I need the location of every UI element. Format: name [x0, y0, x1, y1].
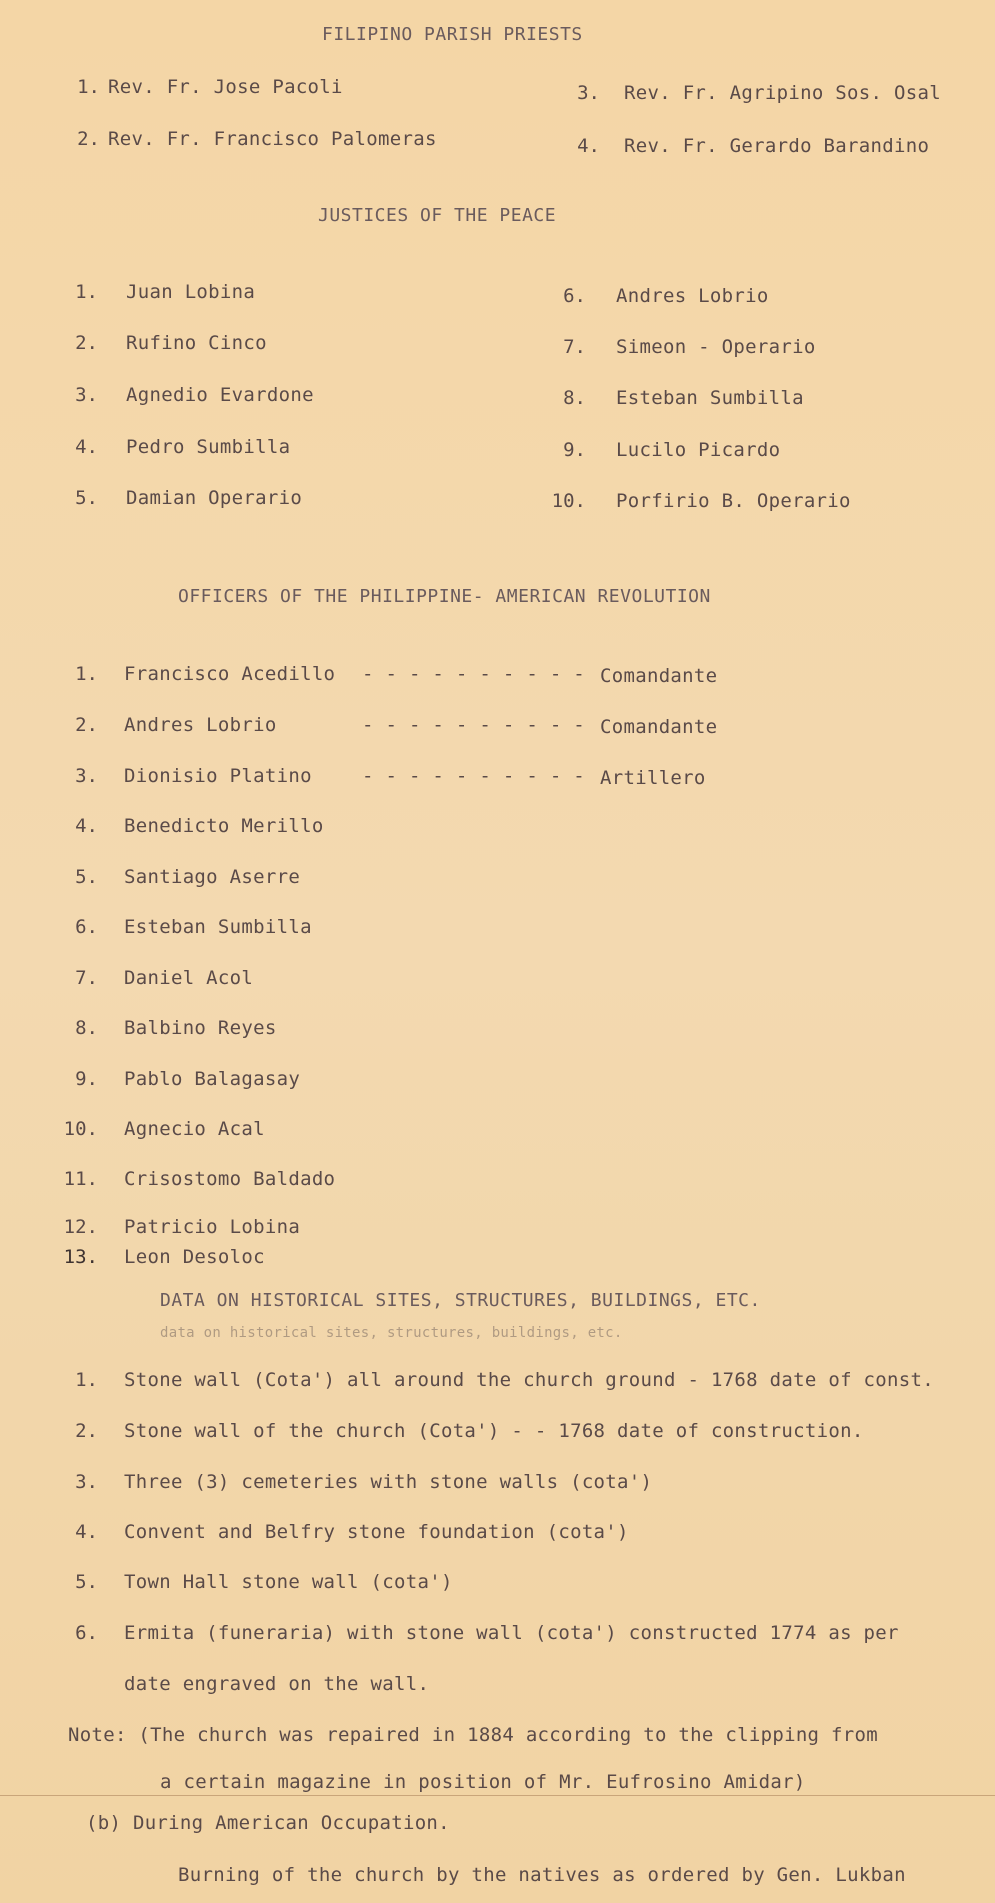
- officer-number: 11.: [63, 1168, 98, 1190]
- officer-number: 9.: [75, 1068, 98, 1090]
- officer-rank: Comandante: [600, 665, 718, 687]
- officer-number: 6.: [75, 916, 98, 938]
- site-text: Stone wall (Cota') all around the church ground - 1768 date of const.: [124, 1369, 934, 1391]
- officer-number: 5.: [75, 866, 98, 888]
- priest-number: 1.: [77, 76, 100, 98]
- officer-rank: Comandante: [600, 716, 718, 738]
- officer-number: 1.: [75, 663, 98, 685]
- justice-number: 5.: [75, 487, 98, 509]
- site-number: 3.: [75, 1471, 98, 1493]
- site-text: Ermita (funeraria) with stone wall (cota') constructed 1774 as per: [124, 1622, 899, 1644]
- priest-number: 3.: [577, 82, 600, 104]
- justice-name: Pedro Sumbilla: [126, 436, 291, 458]
- officer-name: Crisostomo Baldado: [124, 1168, 336, 1190]
- justice-number: 4.: [75, 436, 98, 458]
- officer-name: Francisco Acedillo: [124, 663, 336, 685]
- officer-number: 12.: [63, 1216, 98, 1238]
- site-number: 6.: [75, 1622, 98, 1644]
- officer-name: Leon Desoloc: [124, 1246, 265, 1268]
- officer-name: Agnecio Acal: [124, 1118, 265, 1140]
- priest-name: Rev. Fr. Francisco Palomeras: [108, 128, 437, 150]
- justice-name: Lucilo Picardo: [616, 439, 781, 461]
- officer-rank: Artillero: [600, 767, 706, 789]
- justice-number: 6.: [563, 285, 586, 307]
- officer-name: Benedicto Merillo: [124, 815, 324, 837]
- justice-name: Juan Lobina: [126, 281, 256, 303]
- officer-name: Santiago Aserre: [124, 866, 301, 888]
- officer-number: 13.: [63, 1246, 98, 1268]
- parish-priests-heading: FILIPINO PARISH PRIESTS: [322, 24, 583, 45]
- officer-number: 8.: [75, 1017, 98, 1039]
- sites-heading: DATA ON HISTORICAL SITES, STRUCTURES, BUILDINGS, ETC.: [160, 1290, 761, 1311]
- justice-name: Andres Lobrio: [616, 285, 769, 307]
- site-text: Stone wall of the church (Cota') - - 1768 date of construction.: [124, 1420, 864, 1442]
- officer-name: Balbino Reyes: [124, 1017, 277, 1039]
- justice-number: 7.: [563, 336, 586, 358]
- officer-number: 2.: [75, 714, 98, 736]
- officer-name: Andres Lobrio: [124, 714, 277, 736]
- site-number: 2.: [75, 1420, 98, 1442]
- site-text: Convent and Belfry stone foundation (cota'): [124, 1521, 629, 1543]
- officer-number: 10.: [63, 1118, 98, 1140]
- justice-name: Esteban Sumbilla: [616, 387, 804, 409]
- divider: [0, 1795, 995, 1796]
- justice-name: Simeon - Operario: [616, 336, 816, 358]
- officer-name: Pablo Balagasay: [124, 1068, 301, 1090]
- justice-name: Damian Operario: [126, 487, 303, 509]
- note-line-2: a certain magazine in position of Mr. Eufrosino Amidar): [160, 1771, 806, 1793]
- site-text-continuation: date engraved on the wall.: [124, 1673, 430, 1695]
- justice-number: 2.: [75, 332, 98, 354]
- officer-number: 7.: [75, 967, 98, 989]
- officers-heading: OFFICERS OF THE PHILIPPINE- AMERICAN REVOLUTION: [178, 586, 711, 607]
- officer-name: Esteban Sumbilla: [124, 916, 312, 938]
- american-heading: (b) During American Occupation.: [86, 1812, 450, 1834]
- site-text: Three (3) cemeteries with stone walls (cota'): [124, 1471, 653, 1493]
- officer-name: Daniel Acol: [124, 967, 254, 989]
- justice-number: 10.: [551, 490, 586, 512]
- justice-number: 1.: [75, 281, 98, 303]
- justice-number: 9.: [563, 439, 586, 461]
- priest-name: Rev. Fr. Gerardo Barandino: [624, 135, 930, 157]
- site-number: 5.: [75, 1571, 98, 1593]
- justice-name: Rufino Cinco: [126, 332, 267, 354]
- site-number: 4.: [75, 1521, 98, 1543]
- justices-heading: JUSTICES OF THE PEACE: [318, 205, 557, 226]
- officer-number: 3.: [75, 765, 98, 787]
- priest-name: Rev. Fr. Jose Pacoli: [108, 76, 343, 98]
- justice-number: 3.: [75, 384, 98, 406]
- officer-dashes: - - - - - - - - - -: [362, 663, 586, 685]
- officer-name: Patricio Lobina: [124, 1216, 301, 1238]
- officer-name: Dionisio Platino: [124, 765, 312, 787]
- priest-number: 2.: [77, 128, 100, 150]
- justice-number: 8.: [563, 387, 586, 409]
- sites-ghost-text: data on historical sites, structures, buildings, etc.: [160, 1325, 623, 1341]
- justice-name: Agnedio Evardone: [126, 384, 314, 406]
- site-text: Town Hall stone wall (cota'): [124, 1571, 453, 1593]
- officer-dashes: - - - - - - - - - -: [362, 714, 586, 736]
- note-line-1: Note: (The church was repaired in 1884 according to the clipping from: [68, 1724, 878, 1746]
- priest-name: Rev. Fr. Agripino Sos. Osal: [624, 82, 941, 104]
- officer-dashes: - - - - - - - - - -: [362, 765, 586, 787]
- officer-number: 4.: [75, 815, 98, 837]
- justice-name: Porfirio B. Operario: [616, 490, 851, 512]
- site-number: 1.: [75, 1369, 98, 1391]
- american-text: Burning of the church by the natives as ordered by Gen. Lukban: [178, 1864, 906, 1886]
- priest-number: 4.: [577, 135, 600, 157]
